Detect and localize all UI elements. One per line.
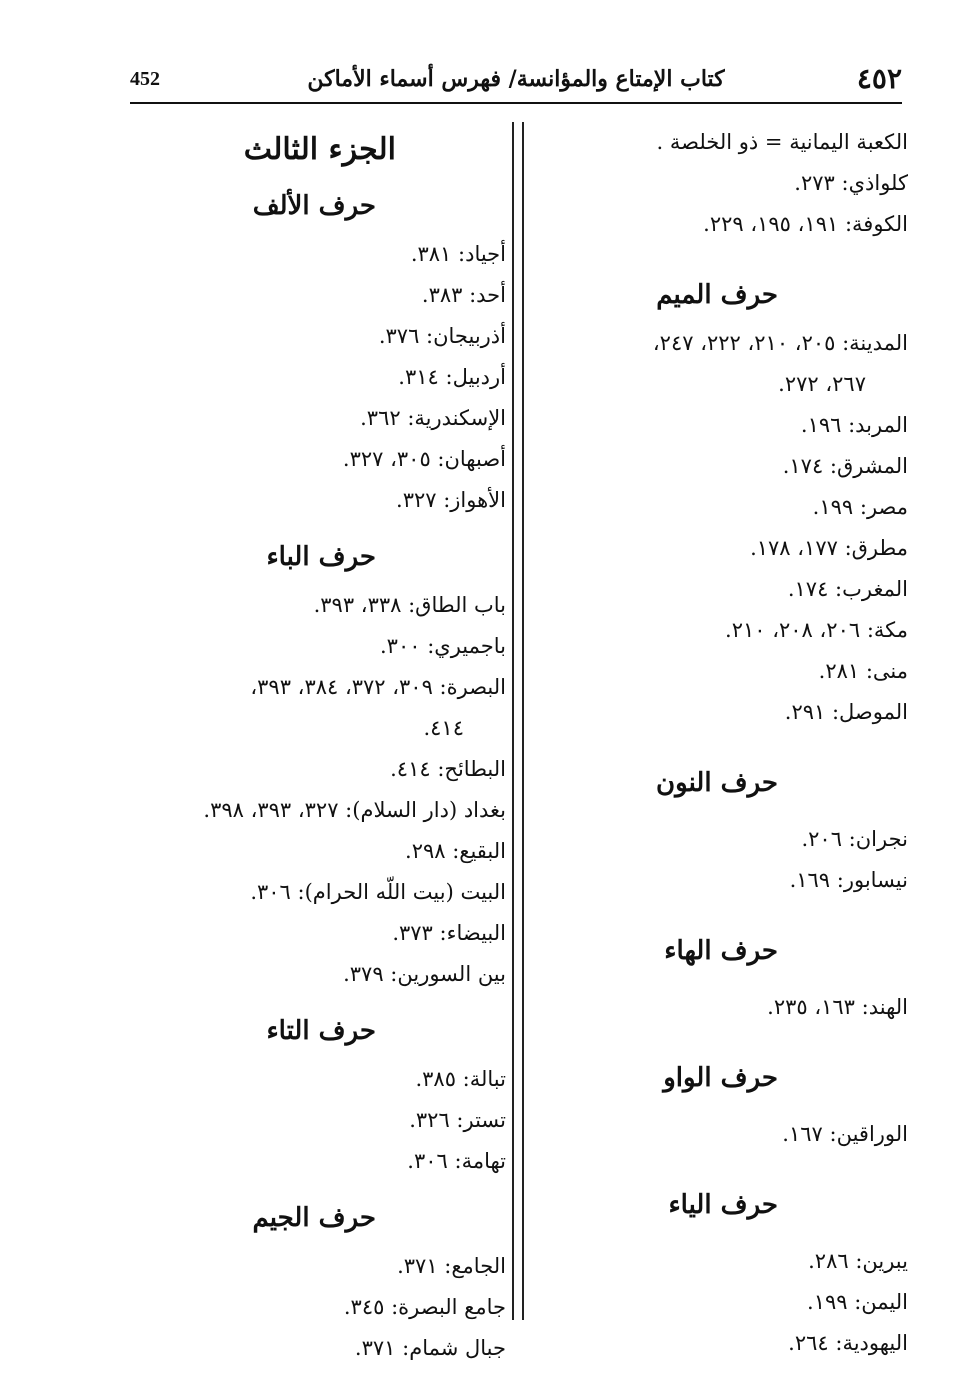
section-heading: حرف النون xyxy=(656,768,778,798)
index-entry: المدينة: ٢٠٥، ٢١٠، ٢٢٢، ٢٤٧، xyxy=(652,331,908,355)
index-entry: البطائح: ٤١٤. xyxy=(390,757,506,781)
index-entry: أجياد: ٣٨١. xyxy=(410,242,506,266)
index-entry: اليهودية: ٢٦٤. xyxy=(788,1331,908,1355)
index-entry: أحد: ٣٨٣. xyxy=(421,283,506,307)
index-entry: المشرق: ١٧٤. xyxy=(782,454,908,478)
section-heading: حرف الياء xyxy=(668,1190,778,1220)
index-entry: اليمن: ١٩٩. xyxy=(807,1290,908,1314)
index-entry: كلواذي: ٢٧٣. xyxy=(794,171,908,195)
index-entry: تهامة: ٣٠٦. xyxy=(407,1149,506,1173)
index-entry: المربد: ١٩٦. xyxy=(800,413,908,437)
index-entry: يبرين: ٢٨٦. xyxy=(808,1249,908,1273)
part-title: الجزء الثالث xyxy=(243,132,396,167)
index-entry: الإسكندرية: ٣٦٢. xyxy=(360,406,506,430)
section-heading: حرف التاء xyxy=(266,1016,376,1046)
section-heading: حرف الجيم xyxy=(252,1203,376,1233)
section-heading: حرف الألف xyxy=(252,191,376,221)
page-number: 452 xyxy=(130,68,160,90)
index-entry: البيضاء: ٣٧٣. xyxy=(392,921,506,945)
index-entry: ٤١٤. xyxy=(423,716,464,740)
running-title: كتاب الإمتاع والمؤانسة/ فهرس أسماء الأماكن xyxy=(307,66,725,92)
column-divider xyxy=(512,122,514,1320)
index-entry: الأهواز: ٣٢٧. xyxy=(396,488,506,512)
index-entry: المغرب: ١٧٤. xyxy=(787,577,908,601)
index-entry: نجران: ٢٠٦. xyxy=(801,827,908,851)
index-entry: البصرة: ٣٠٩، ٣٧٢، ٣٨٤، ٣٩٣، xyxy=(250,675,506,699)
page-header xyxy=(130,62,902,104)
index-entry: أردبيل: ٣١٤. xyxy=(398,365,506,389)
index-entry: ٢٦٧، ٢٧٢. xyxy=(778,372,866,396)
index-entry: مطرق: ١٧٧، ١٧٨. xyxy=(750,536,908,560)
index-entry: البقيع: ٢٩٨. xyxy=(405,839,506,863)
index-entry: الموصل: ٢٩١. xyxy=(784,700,908,724)
index-entry: مصر: ١٩٩. xyxy=(812,495,908,519)
section-heading: حرف الباء xyxy=(266,542,376,572)
section-heading: حرف الواو xyxy=(663,1063,778,1093)
index-entry: تبالة: ٣٨٥. xyxy=(415,1067,506,1091)
index-entry: الوراقين: ١٦٧. xyxy=(782,1122,908,1146)
index-entry: الجامع: ٣٧١. xyxy=(397,1254,506,1278)
index-entry: تستر: ٣٢٦. xyxy=(409,1108,506,1132)
index-entry: جبال شمام: ٣٧١. xyxy=(354,1336,506,1360)
index-entry: باجميري: ٣٠٠. xyxy=(379,634,506,658)
index-entry: جامع البصرة: ٣٤٥. xyxy=(343,1295,506,1319)
section-heading: حرف الهاء xyxy=(664,936,778,966)
index-entry: أصبهان: ٣٠٥، ٣٢٧. xyxy=(342,447,506,471)
page-number-arabic: ٤٥٢ xyxy=(856,62,902,95)
index-entry: الهند: ١٦٣، ٢٣٥. xyxy=(767,995,908,1019)
section-heading: حرف الميم xyxy=(656,280,778,310)
index-entry: الكوفة: ١٩١، ١٩٥، ٢٢٩. xyxy=(703,212,908,236)
index-entry: منى: ٢٨١. xyxy=(818,659,908,683)
index-entry: باب الطاق: ٣٣٨، ٣٩٣. xyxy=(313,593,506,617)
index-entry: مكة: ٢٠٦، ٢٠٨، ٢١٠. xyxy=(725,618,908,642)
index-column-right xyxy=(558,122,908,1364)
index-entry: البيت (بيت اللّه الحرام): ٣٠٦. xyxy=(250,880,506,904)
index-entry: نيسابور: ١٦٩. xyxy=(789,868,908,892)
index-entry: بغداد (دار السلام): ٣٢٧، ٣٩٣، ٣٩٨. xyxy=(203,798,506,822)
index-column-left xyxy=(136,122,506,1369)
index-entry: الكعبة اليمانية = ذو الخلصة . xyxy=(656,130,908,154)
index-entry: أذربيجان: ٣٧٦. xyxy=(378,324,506,348)
index-entry: بين السورين: ٣٧٩. xyxy=(343,962,506,986)
column-divider xyxy=(522,122,524,1320)
